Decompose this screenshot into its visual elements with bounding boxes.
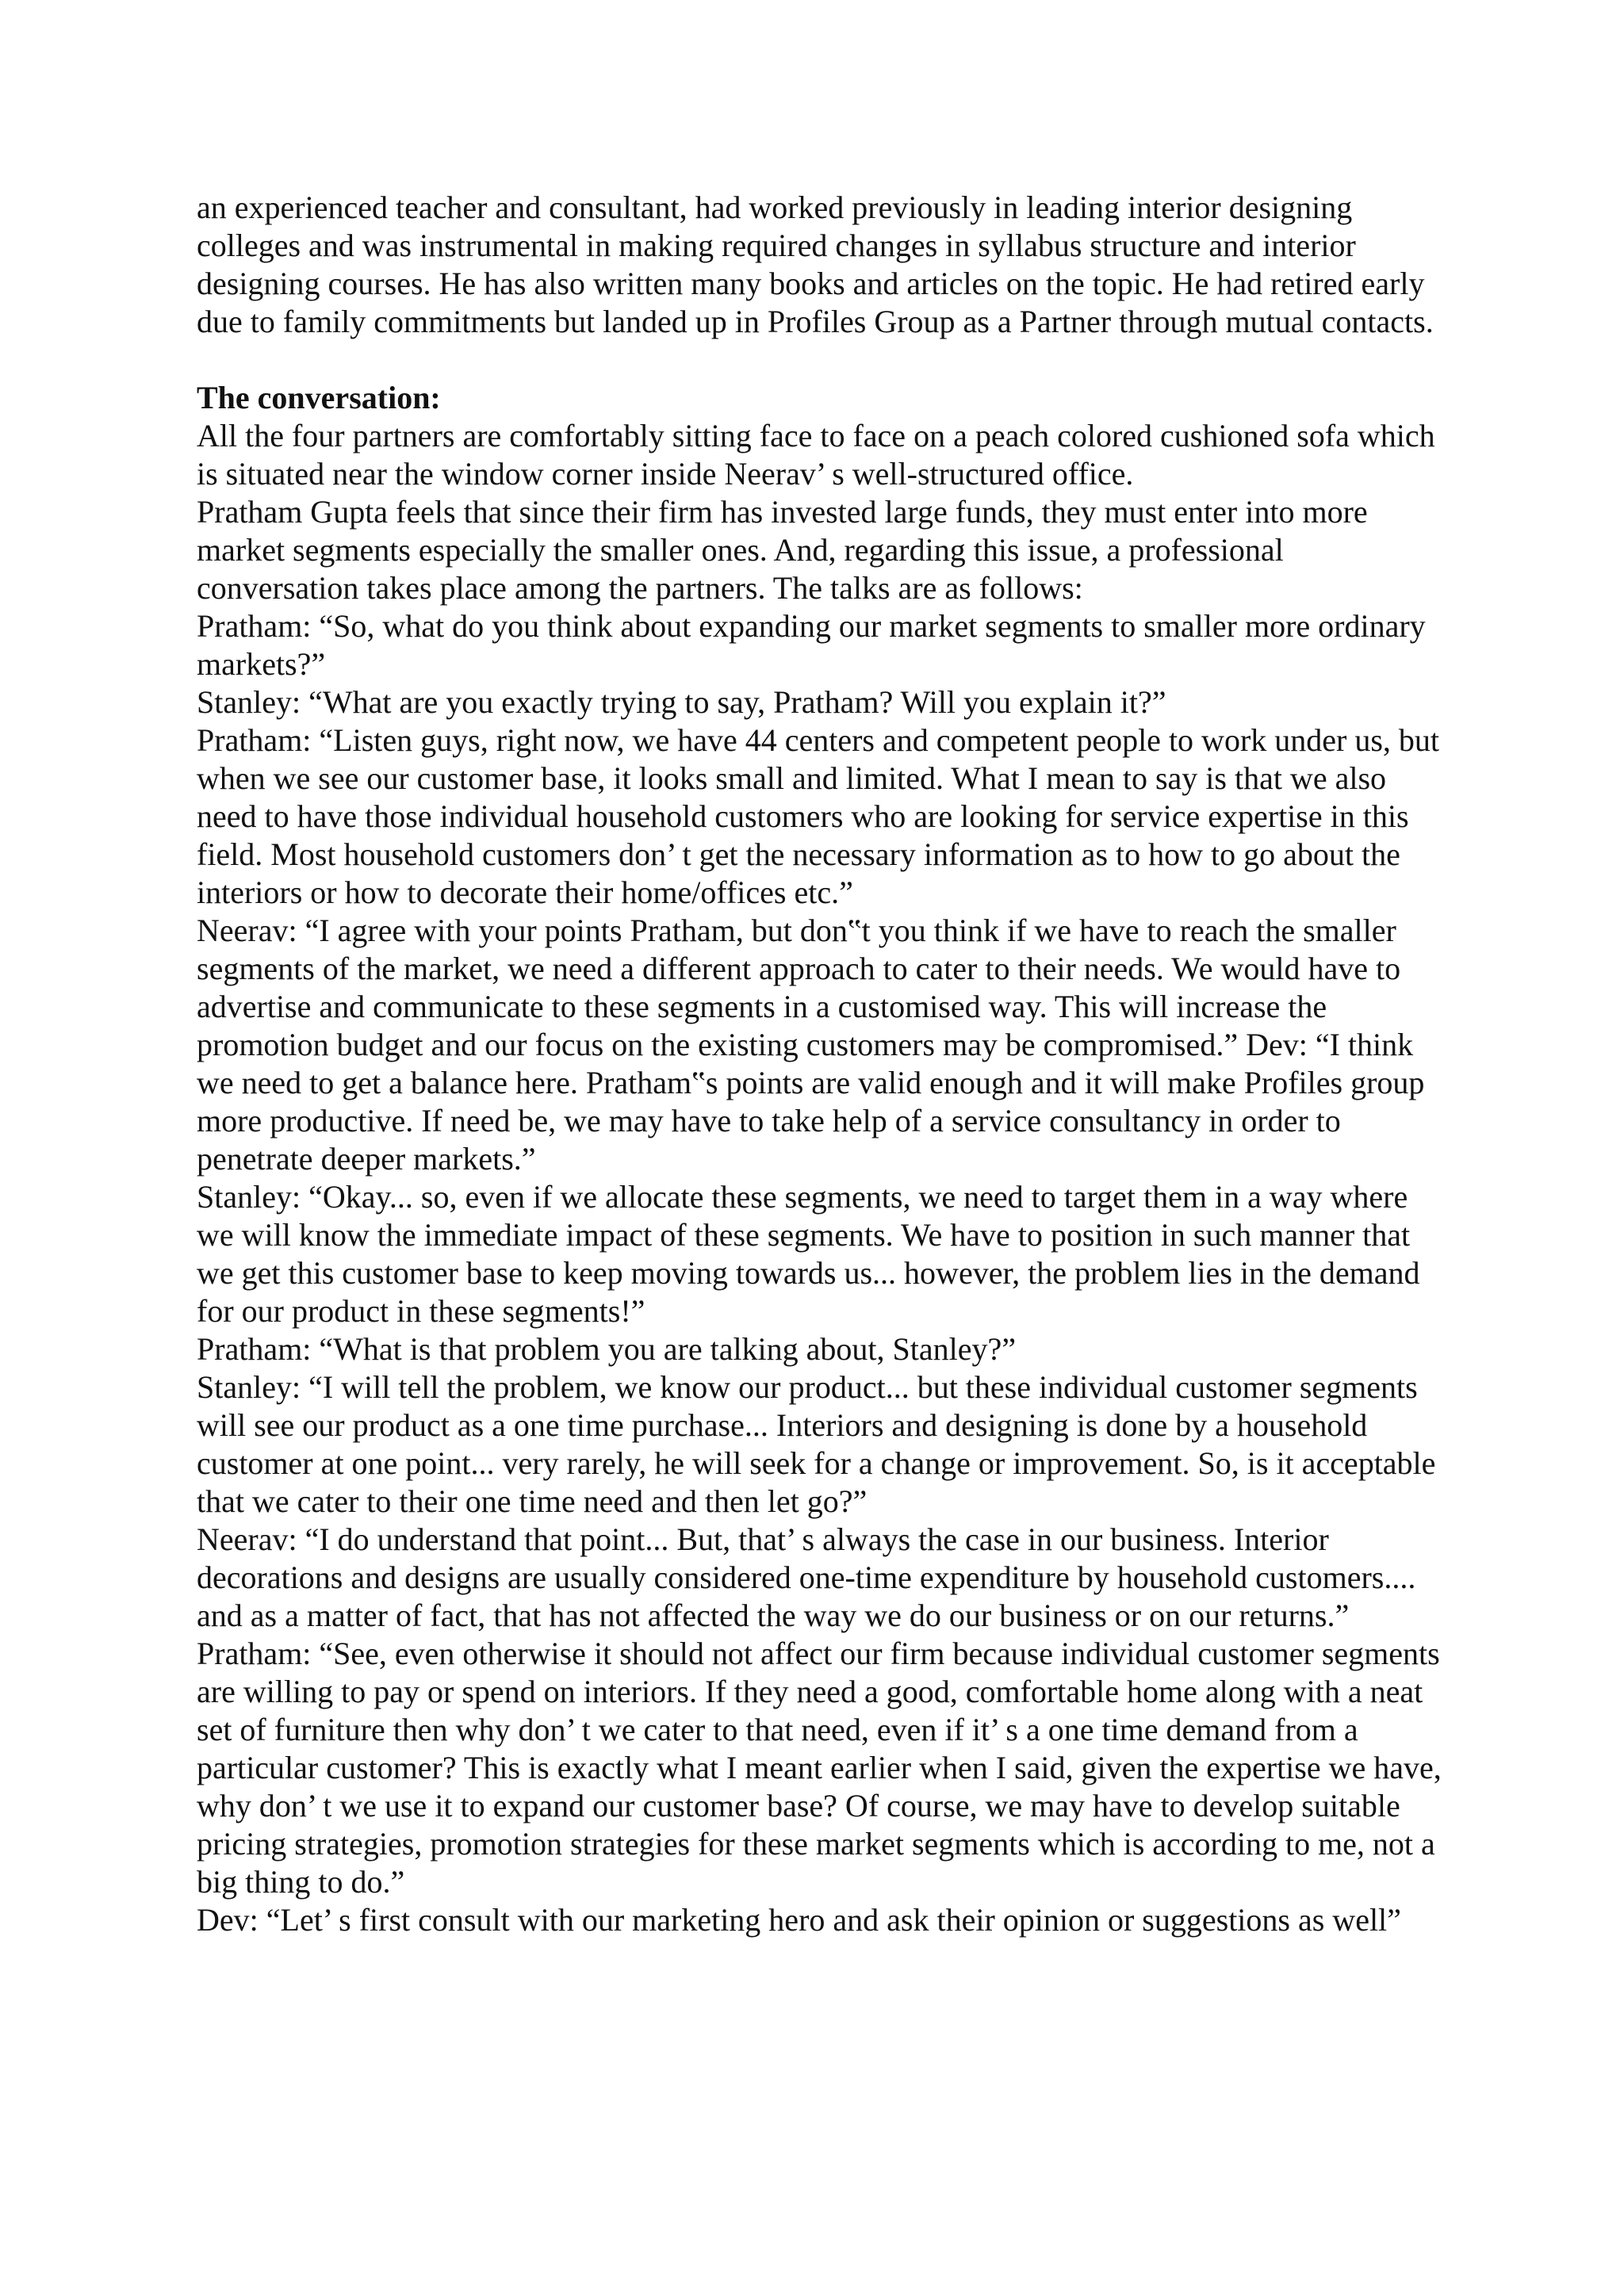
dialogue-line: Pratham: “So, what do you think about expanding our market segments to smaller more ordinary markets?” (197, 608, 1426, 682)
dialogue-line: Neerav: “I do understand that point... But, that’ s always the case in our business. Interior decorations and designs are usually considered one-time expenditure by household customers.... and as a matter of fact, that has not affected the way we do our business or on our returns.” (197, 1521, 1416, 1633)
section-heading: The conversation: (197, 380, 441, 415)
narrative-paragraph-context: Pratham Gupta feels that since their firm has invested large funds, they must enter into more market segments especially the smaller ones. And, regarding this issue, a professional conversation takes place among the partners. The talks are as follows: (197, 494, 1368, 606)
intro-paragraph: an experienced teacher and consultant, had worked previously in leading interior designing colleges and was instrumental in making required changes in syllabus structure and interior designing courses. He has also written many books and articles on the topic. He had retired early due to family commitments but landed up in Profiles Group as a Partner through mutual contacts. (197, 189, 1434, 339)
dialogue-line: Stanley: “I will tell the problem, we know our product... but these individual customer segments will see our product as a one time purchase... Interiors and designing is done by a household customer at one point... very rarely, he will seek for a change or improvement. So, is it acceptable that we cater to their one time need and then let go?” (197, 1369, 1436, 1519)
dialogue-line: Neerav: “I agree with your points Pratham, but don‟t you think if we have to reach the smaller segments of the market, we need a different approach to cater to their needs. We would have to advertise and communicate to these segments in a customised way. This will increase the promotion budget and our focus on the existing customers may be compromised.” Dev: “I think we need to get a balance here. Pratham‟s points are valid enough and it will make Profiles group more productive. If need be, we may have to take help of a service consultancy in order to penetrate deeper markets.” (197, 913, 1425, 1177)
dialogue-line: Dev: “Let’ s first consult with our marketing hero and ask their opinion or suggestions as well” (197, 1902, 1401, 1938)
dialogue-line: Stanley: “Okay... so, even if we allocate these segments, we need to target them in a way where we will know the immediate impact of these segments. We have to position in such manner that we get this customer base to keep moving towards us... however, the problem lies in the demand for our product in these segments!” (197, 1179, 1420, 1329)
narrative-paragraph-setting: All the four partners are comfortably sitting face to face on a peach colored cushioned sofa which is situated near the window corner inside Neerav’ s well-structured office. (197, 418, 1435, 492)
dialogue-line: Stanley: “What are you exactly trying to say, Pratham? Will you explain it?” (197, 684, 1166, 720)
document-page (197, 189, 1450, 1939)
paragraph-spacer (197, 341, 1450, 379)
dialogue-line: Pratham: “What is that problem you are talking about, Stanley?” (197, 1331, 1017, 1367)
dialogue-line: Pratham: “See, even otherwise it should not affect our firm because individual customer segments are willing to pay or spend on interiors. If they need a good, comfortable home along with a neat set of furniture then why don’ t we cater to that need, even if it’ s a one time demand from a particular customer? This is exactly what I meant earlier when I said, given the expertise we have, why don’ t we use it to expand our customer base? Of course, we may have to develop suitable pricing strategies, promotion strategies for these market segments which is according to me, not a big thing to do.” (197, 1636, 1442, 1900)
dialogue-line: Pratham: “Listen guys, right now, we have 44 centers and competent people to work under us, but when we see our customer base, it looks small and limited. What I mean to say is that we also need to have those individual household customers who are looking for service expertise in this field. Most household customers don’ t get the necessary information as to how to go about the interiors or how to decorate their home/offices etc.” (197, 722, 1440, 910)
